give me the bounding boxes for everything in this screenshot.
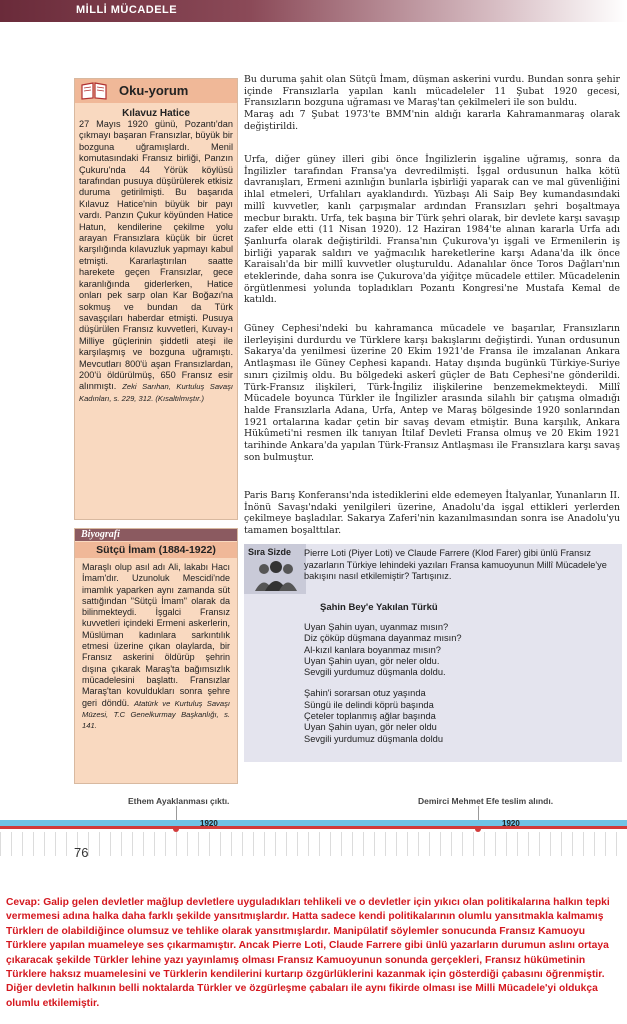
biyografi-box [74, 528, 238, 784]
open-book-icon [81, 82, 107, 100]
poem-line: Al-kızıl kanlara boyanmaz mısın? [304, 644, 441, 655]
oku-yorum-header [75, 79, 237, 103]
people-icon [252, 559, 300, 591]
poem-line: Uyan Şahin uyan, gör neler oldu. [304, 655, 440, 666]
poem-line: Uyan Şahin uyan, gör neler oldu [304, 722, 437, 733]
biyografi-body: Maraşlı olup asıl adı Ali, lakabı Hacı İmam'dır. Uzunoluk Mescidi'nde imamlık yaparken aynı zamanda süt sattığından "Sütçü İmam" olarak da bilinmekteydi. İşgalci Fransız kuvvetleri içindeki Ermeni askerlerin, Müslüman kadınlara sarkıntılık etmesi üzerine çıkan olaylarda, bir Fransız askerini öldürüp şehrin dışına çıkarak Maraş'ta bağımsızlık mücadelesini başlattı. Fransızlar Maraş'tan kovuldukları sonra şehre geri döndü. [82, 562, 230, 708]
page-header [0, 0, 627, 22]
oku-yorum-box [74, 78, 238, 520]
oku-yorum-source: Zeki Sarıhan, Kurtuluş Savaşı Kadınları, s. 229, 312. (Kısaltılmıştır.) [79, 382, 233, 403]
header-title: MİLLİ MÜCADELE [76, 4, 178, 16]
stanza-gap [304, 678, 462, 688]
paragraph-sutcu-imam: Bu duruma şahit olan Sütçü İmam, düşman askerini vurdu. Bundan sonra şehir içinde Fransızlarla yapılan kanlı mücadeleler 11 Şubat 1920 gecesi, Fransızların bozguna uğraması ve Maraş'tan çekilmeleri ile son buldu. [244, 74, 620, 109]
paragraph-maras-name: Maraş adı 7 Şubat 1973'te BMM'nin aldığı kararla Kahramanmaraş olarak değiştirildi. [244, 109, 620, 132]
timeline-year-2: 1920 [502, 819, 520, 828]
poem-line: Şahin'i sorarsan otuz yaşında [304, 688, 426, 699]
poem-line: Çeteler toplanmış ağlar başında [304, 711, 436, 722]
main-paragraph-4 [244, 490, 620, 537]
timeline [0, 796, 627, 856]
poem-title: Şahin Bey'e Yakılan Türkü [320, 602, 438, 613]
sira-sizde-box [244, 544, 622, 762]
poem-line: Sevgili yurdumuz düşmanla doldu [304, 733, 444, 744]
timeline-year-1: 1920 [200, 819, 218, 828]
poem-line: Süngü ile delindi köprü başında [304, 699, 434, 710]
sira-sizde-label: Sıra Sizde [248, 547, 292, 557]
poem-body [304, 622, 462, 745]
sira-sizde-question: Pierre Loti (Piyer Loti) ve Claude Farrere (Klod Farer) gibi ünlü Fransız yazarların Türkiye lehindeki yazıları Fransa kamuoyunun Millî Mücadele'ye bakışını nasıl etkilemiştir? Tartışınız. [304, 548, 607, 582]
biyografi-tag-label: Biyografi [81, 529, 120, 540]
answer-text: Cevap: Galip gelen devletler mağlup devletlere uyguladıkları tehlikeli ve o devletler için yıkıcı olan politikalarına halkın tepki vermemesi adına halka daha farklı şekilde yansıtmışlardır. Hatta sadece kendi politikalarının olumlu yansıtmakla kalmamış Türklerı de olabildiğince olumsuz ve tehlike olarak yansıtmışlardır. Manipülatif söylemler sonucunda Fransız Kamuoyu Türklere yapılan muameleye ses çıkarmamıştır. Ancak Pierre Loti, Claude Farrere gibi ünlü yazarların durumun aslını ortaya çıkaracak şekilde Türkler lehine yazı yayınlamış olması Fransız Kamuoyunun sonunda gerçekleri, Fransız hükümetinin Türklere haksız muamelesini ve Türklerin kendilerini kurtarıp özgürlüklerini kazanmak için gösterdiği çabasını öğrenmiştir. Diğer devletin halkının belli noktalarda Türkler ve özgürleşme çabaları ile aynı fikirde olması ise Milli Mücadele'yi oldukça olumlu etkilemiştir. [6, 897, 610, 1009]
paragraph-urfa: Urfa, diğer güney illeri gibi önce İngilizlerin işgaline uğramış, sonra da İngilizler tarafından Fransa'ya devredilmişti. İşgal ordusunun halka kötü davranışları, Ermeni azınlığın bunlarla işbirliği yaparak can ve mal güvenliğini ihlal etmeleri, Urfalıları ayaklandırdı. Yüzbaşı Ali Saip Bey kumandasındaki millî kuvvetler, kanlı çarpışmalar ardından Fransızları şehri boşaltmaya mecbur bıraktı. Urfa, tek başına bir Türk şehri olarak, bir devlete karşı savaşıp zafer elde etti (11 Nisan 1920). 12 Haziran 1984'te alınan kararla Urfa adı Şanlıurfa olarak değiştirildi. Fransa'nın Çukurova'yı işgali ve Ermenilerin iş birliği yaparak saldırı ve yağmacılık hareketlerine karşı Adana'da ilk önce Karaisalı'da bir millî kuvvetler oluşturuldu. Adanalılar önce Toros Dağları'nın eteklerinde, daha sonra ise Çukurova'da yiğitçe mücadele ettiler. Mücadelenin örgütlenmesi yolunda topladıkları Pozantı Kongresi'ne Mustafa Kemal de katıldı. [244, 154, 620, 306]
oku-yorum-title: Oku-yorum [119, 83, 189, 98]
timeline-red-line [0, 826, 627, 829]
main-paragraph-2 [244, 154, 620, 306]
biyografi-title: Sütçü İmam (1884-1922) [75, 542, 237, 558]
oku-yorum-subtitle: Kılavuz Hatice [122, 108, 190, 119]
poem-line: Sevgili yurdumuz düşmanla doldu. [304, 667, 446, 678]
timeline-event-1: Ethem Ayaklanması çıktı. [128, 796, 230, 806]
main-paragraph-1 [244, 74, 620, 133]
biyografi-text [82, 562, 230, 731]
timeline-ruler [0, 832, 627, 856]
poem-line: Uyan Şahin uyan, uyanmaz mısın? [304, 622, 449, 632]
timeline-event-2: Demirci Mehmet Efe teslim alındı. [418, 796, 554, 806]
biyografi-source: Atatürk ve Kurtuluş Savaşı Müzesi, T.C Genelkurmay Başkanlığı, s. 141. [82, 698, 230, 731]
paragraph-italyanlar: Paris Barış Konferansı'nda istediklerini elde edemeyen İtalyanlar, Yunanların II. İnönü Savaşı'ndaki yenilgileri üzerine, Anadolu'da işgal ettikleri yerlerden çekilmeye başladılar. Sakarya Zaferi'nin kazanılmasından sonra ise Anadolu'yu tamamen boşalttılar. [244, 490, 620, 537]
biyografi-tag [75, 529, 237, 541]
page-number: 76 [74, 845, 89, 860]
paragraph-guney-cephesi: Güney Cephesi'ndeki bu kahramanca mücadele ve başarılar, Fransızların ilerleyişini durdurdu ve Türklere karşı bakışlarını değiştirdi. Yunan ordusunun Sakarya'da yenilmesi üzerine 20 Ekim 1921'de Fransa ile imzalanan Ankara Antlaşması ile Güney Cephesi kapandı. Hatay dışında bugünkü Türkiye-Suriye sınırı çizilmiş oldu. Bu bölgedeki askerî güçler de Batı Cephesi'ne gönderildi. Türk-Fransız ilişkileri, Türk-İngiliz ilişkilerine benzemekmekteydi. Millî Mücadele boyunca Türkler ile İngilizler arasında silahlı bir çatışma olmadığı halde Fransızlarla Adana, Urfa, Antep ve Maraş bölgesinde 1920 sonlarından 1921 ortalarına kadar çetin bir savaş devam etmiştir. Buna karşılık, Ankara Hükûmeti'ni resmen ilk tanıyan İtilaf Devleti Fransa olmuş ve 20 Ekim 1921 tarihinde Ankara'da yapılan Türk-Fransız Antlaşması ile Fransızlara karşı savaş son bulmuştur. [244, 323, 620, 463]
oku-yorum-body: 27 Mayıs 1920 günü, Pozantı'dan çıkmayı başaran Fransızlar, büyük bir bozguna uğramışlardı. Menil komutasındaki Fransız birliği, Panzın Çukuru'nda 44 Yörük köylüsü tarafından pusuya düşürülerek etkisiz duruma getirilmişti. Bu başarıda Kılavuz Hatice'nin büyük bir payı vardı. Panzın Çukur köyünden Hatice Hatun, kendilerine çekilme yolu arayan Fransızlara küçük bir ücret karşılığında kılavuzluk yapmayı kabul etmişti. Kararlaştırılan saatte harekete geçen Fransızlar, gece karanlığında giderlerken, Hatice onları pek sarp olan Kar Boğazı'na sokmuş ve bundan da Türk savaşçıları haberdar etmişti. Pusuya düşürülen Fransız kuvvetleri, Kuvay-ı Milliye güçlerinin şiddetli ateşi ile karşılaşmış ve bozguna uğramıştı. Mevcutları 800'ü aşan Fransızlardan, 200'ü öldürülmüş, 650 Fransız esir alınmıştı. [79, 119, 233, 392]
oku-yorum-text [79, 119, 233, 404]
main-paragraph-3 [244, 323, 620, 463]
sira-sizde-header [244, 544, 306, 594]
poem-line: Diz çöküp düşmana dayanmaz mısın? [304, 633, 462, 644]
